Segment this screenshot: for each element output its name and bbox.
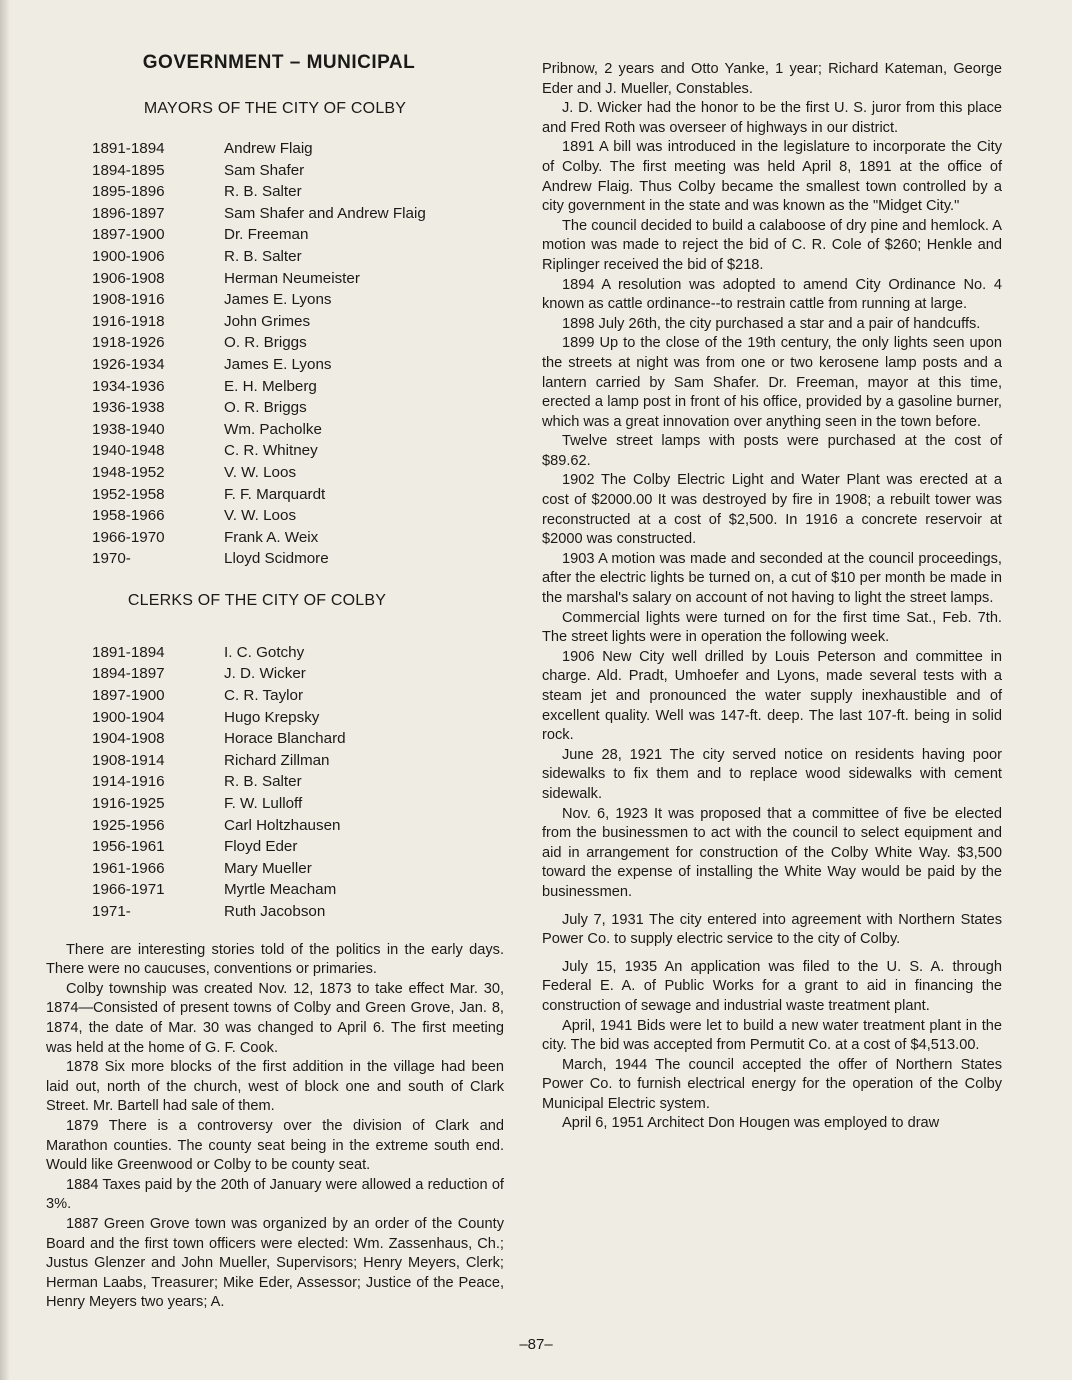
officer-name: R. B. Salter [224, 247, 302, 265]
table-row [92, 486, 426, 508]
officer-name: Horace Blanchard [224, 730, 346, 748]
table-row [92, 399, 426, 421]
body-paragraph: Colby township was created Nov. 12, 1873 to take effect Mar. 30, 1874—Consisted of present towns of Colby and Green Grove, Jan. 8, 1874, the date of Mar. 30 was changed to April 6. The first meeting was held at the home of G. F. Cook. [46, 980, 504, 1056]
table-row [92, 838, 346, 860]
page-title: GOVERNMENT – MUNICIPAL [142, 52, 416, 73]
term-years: 1940-1948 [92, 442, 165, 460]
table-row [92, 464, 426, 486]
officer-name: James E. Lyons [224, 355, 332, 373]
term-years: 1948-1952 [92, 463, 165, 481]
officer-name: Richard Zillman [224, 751, 330, 769]
term-years: 1934-1936 [92, 377, 165, 395]
officer-name: Hugo Krepsky [224, 708, 320, 726]
table-row [92, 226, 426, 248]
table-row [92, 313, 426, 335]
officer-name: Sam Shafer [224, 161, 305, 179]
term-years: 1897-1900 [92, 226, 165, 244]
term-years: 1970- [92, 550, 131, 568]
officer-name: John Grimes [224, 312, 311, 330]
table-row [92, 378, 426, 400]
body-paragraph: July 7, 1931 The city entered into agreement with Northern States Power Co. to supply electric service to the city of Colby. [542, 911, 1002, 948]
term-years: 1900-1906 [92, 247, 165, 265]
page-binding-edge [0, 0, 10, 1380]
officer-name: Dr. Freeman [224, 226, 309, 244]
officer-name: Sam Shafer and Andrew Flaig [224, 204, 426, 222]
body-paragraph: J. D. Wicker had the honor to be the first U. S. juror from this place and Fred Roth was overseer of highways in our district. [542, 100, 1002, 136]
term-years: 1952-1958 [92, 485, 165, 503]
body-paragraph: 1891 A bill was introduced in the legislature to incorporate the City of Colby. The first meeting was held April 8, 1891 at the office of Andrew Flaig. Thus Colby became the smallest town controlled by a city government in the state and was known as the "Midget City." [542, 139, 1002, 215]
table-row [92, 644, 346, 666]
officer-name: Floyd Eder [224, 838, 298, 856]
table-row [92, 356, 426, 378]
body-paragraph: 1894 A resolution was adopted to amend City Ordinance No. 4 known as cattle ordinance--to restrain cattle from running at large. [542, 276, 1002, 313]
term-years: 1966-1970 [92, 528, 165, 546]
term-years: 1914-1916 [92, 773, 165, 791]
table-row [92, 881, 346, 903]
officer-name: Mary Mueller [224, 859, 312, 877]
table-row [92, 687, 346, 709]
body-paragraph: 1906 New City well drilled by Louis Peterson and committee in charge. Ald. Pradt, Umhoefer and Lyons, made several tests with a steam jet and pronounced the water supply inexhaustible and of excellent quality. Well was 147-ft. deep. The last 107-ft. being in solid rock. [542, 648, 1002, 744]
mayors-heading: MAYORS OF THE CITY OF COLBY [143, 100, 407, 117]
table-row [92, 248, 426, 270]
table-row [92, 665, 346, 687]
officer-name: Myrtle Meacham [224, 881, 337, 899]
officer-name: C. R. Taylor [224, 687, 304, 705]
term-years: 1896-1897 [92, 204, 165, 222]
table-row [92, 709, 346, 731]
body-paragraph: 1887 Green Grove town was organized by an order of the County Board and the first town officers were elected: Wm. Zassenhaus, Ch.; Justus Glenzer and John Mueller, Supervisors; Henry Meyers, Clerk; Herman Laabs, Treasurer; Mike Eder, Assessor; Justice of the Peace, Henry Meyers two years; A. [46, 1215, 504, 1311]
term-years: 1961-1966 [92, 859, 165, 877]
table-row [92, 291, 426, 313]
table-row [92, 205, 426, 227]
body-paragraph: 1899 Up to the close of the 19th century, the only lights seen upon the streets at night was from one or two kerosene lamp posts and a lantern carried by Sam Shafer. Dr. Freeman, mayor at this time, erected a lamp post in front of his office, provided by a gasoline burner, which was a great innovation over anything seen in the town before. [542, 335, 1002, 430]
body-paragraph: 1878 Six more blocks of the first addition in the village had been laid out, north of the church, west of block one and south of Clark Street. Mr. Bartell had sale of them. [46, 1059, 504, 1115]
body-paragraph: 1903 A motion was made and seconded at the council proceedings, after the electric lights be turned on, a cut of $10 per month be made in the marshal's salary on account of not having to light the street lamps. [542, 550, 1002, 607]
table-row [92, 140, 426, 162]
table-row [92, 442, 426, 464]
officer-name: R. B. Salter [224, 773, 302, 791]
clerks-heading: CLERKS OF THE CITY OF COLBY [127, 591, 387, 609]
term-years: 1895-1896 [92, 183, 165, 201]
body-paragraph: 1898 July 26th, the city purchased a star and a pair of handcuffs. [562, 315, 981, 332]
clerks-table [92, 644, 346, 925]
body-paragraph: Pribnow, 2 years and Otto Yanke, 1 year; Richard Kateman, George Eder and J. Mueller, Constables. [542, 61, 1002, 97]
term-years: 1897-1900 [92, 687, 165, 705]
table-row [92, 817, 346, 839]
officer-name: Andrew Flaig [224, 140, 313, 157]
body-paragraph: There are interesting stories told of the politics in the early days. There were no caucuses, conventions or primaries. [46, 941, 504, 978]
body-paragraph: April 6, 1951 Architect Don Hougen was employed to draw [562, 1115, 940, 1132]
term-years: 1900-1904 [92, 708, 165, 726]
body-paragraph: Commercial lights were turned on for the first time Sat., Feb. 7th. The street lights were in operation the following week. [542, 609, 1002, 646]
term-years: 1908-1916 [92, 291, 165, 309]
term-years: 1958-1966 [92, 507, 165, 525]
officer-name: Herman Neumeister [224, 269, 360, 287]
term-years: 1908-1914 [92, 751, 165, 769]
officer-name: Carl Holtzhausen [224, 816, 341, 834]
body-paragraph: Twelve street lamps with posts were purchased at the cost of $89.62. [542, 433, 1002, 469]
table-row [92, 773, 346, 795]
term-years: 1916-1925 [92, 795, 165, 813]
body-paragraph: 1879 There is a controversy over the division of Clark and Marathon counties. The county seat being in the extreme south end. Would like Greenwood or Colby to be county seat. [46, 1117, 504, 1174]
officer-name: O. R. Briggs [224, 334, 307, 352]
officer-name: F. F. Marquardt [224, 485, 326, 503]
body-paragraph: July 15, 1935 An application was filed to the U. S. A. through Federal E. A. of Public Works for a grant to aid in financing the construction of sewage and industrial waste treatment plant. [542, 958, 1002, 1014]
table-row [92, 903, 346, 925]
officer-name: Wm. Pacholke [224, 420, 322, 438]
term-years: 1966-1971 [92, 881, 165, 899]
term-years: 1956-1961 [92, 838, 165, 856]
term-years: 1918-1926 [92, 334, 165, 352]
table-row [92, 752, 346, 774]
right-body-text [542, 60, 1002, 1134]
body-paragraph: 1884 Taxes paid by the 20th of January were allowed a reduction of 3%. [46, 1176, 504, 1213]
table-row [92, 162, 426, 184]
body-paragraph: 1902 The Colby Electric Light and Water Plant was erected at a cost of $2000.00 It was destroyed by fire in 1908; a rebuilt tower was reconstructed at a cost of $2,500. In 1916 a concrete reservoir at $2000 was constructed. [542, 472, 1002, 548]
officer-name: Lloyd Scidmore [224, 550, 329, 568]
officer-name: Ruth Jacobson [224, 903, 326, 920]
table-row [92, 334, 426, 356]
table-row [92, 421, 426, 443]
officer-name: I. C. Gotchy [224, 643, 305, 661]
officer-name: V. W. Loos [224, 507, 297, 525]
officer-name: R. B. Salter [224, 183, 302, 201]
term-years: 1926-1934 [92, 355, 165, 373]
officer-name: C. R. Whitney [224, 442, 318, 460]
officer-name: James E. Lyons [224, 291, 332, 309]
mayors-table [92, 140, 426, 572]
officer-name: Frank A. Weix [224, 528, 319, 546]
term-years: 1971- [92, 903, 131, 920]
table-row [92, 270, 426, 292]
right-column [542, 60, 1002, 1134]
body-paragraph: Nov. 6, 1923 It was proposed that a committee of five be elected from the businessmen to act with the council to select equipment and aid in arrangement for construction of the Colby White Way. $3,500 toward the expense of installing the White Way would be paid by the businessmen. [542, 805, 1002, 900]
table-row [92, 183, 426, 205]
table-row [92, 550, 426, 572]
term-years: 1925-1956 [92, 816, 165, 834]
term-years: 1936-1938 [92, 399, 165, 417]
term-years: 1894-1897 [92, 665, 165, 683]
term-years: 1904-1908 [92, 730, 165, 748]
officer-name: V. W. Loos [224, 463, 297, 481]
officer-name: O. R. Briggs [224, 399, 307, 417]
table-row [92, 795, 346, 817]
body-paragraph: April, 1941 Bids were let to build a new water treatment plant in the city. The bid was accepted from Permutit Co. at a cost of $4,513.00. [542, 1017, 1002, 1054]
officer-name: J. D. Wicker [224, 665, 306, 683]
term-years: 1891-1894 [92, 140, 165, 157]
officer-name: F. W. Lulloff [224, 795, 303, 813]
table-row [92, 730, 346, 752]
left-body-text [46, 941, 504, 1313]
table-row [92, 507, 426, 529]
body-paragraph: June 28, 1921 The city served notice on residents having poor sidewalks to fix them and to replace wood sidewalks with cement sidewalk. [542, 746, 1002, 802]
term-years: 1906-1908 [92, 269, 165, 287]
term-years: 1938-1940 [92, 420, 165, 438]
officer-name: E. H. Melberg [224, 377, 317, 395]
term-years: 1916-1918 [92, 312, 165, 330]
table-row [92, 529, 426, 551]
page-number: –87– [519, 1336, 553, 1353]
term-years: 1891-1894 [92, 643, 165, 661]
term-years: 1894-1895 [92, 161, 165, 179]
body-paragraph: March, 1944 The council accepted the offer of Northern States Power Co. to furnish electrical energy for the operation of the Colby Municipal Electric system. [542, 1056, 1002, 1112]
body-paragraph: The council decided to build a calaboose of dry pine and hemlock. A motion was made to reject the bid of C. R. Cole of $260; Henkle and Riplinger received the bid of $218. [542, 217, 1002, 273]
left-column [46, 52, 504, 1313]
table-row [92, 860, 346, 882]
